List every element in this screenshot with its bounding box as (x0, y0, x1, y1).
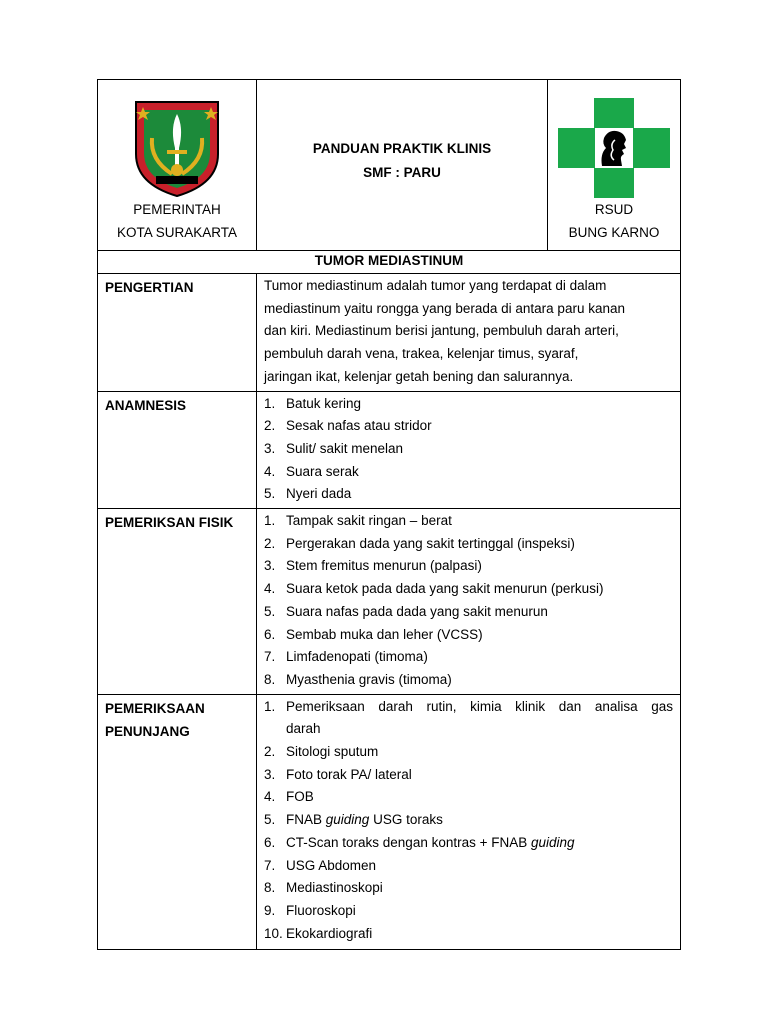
list-item: 10. Ekokardiografi (264, 925, 373, 941)
pengertian-line: dan kiri. Mediastinum berisi jantung, pembuluh darah arteri, (264, 323, 619, 339)
list-item: 3. Stem fremitus menurun (palpasi) (264, 558, 482, 574)
topic-title: TUMOR MEDIASTINUM (98, 251, 681, 274)
list-item: 4. FOB (264, 789, 314, 805)
list-item: 8. Mediastinoskopi (264, 880, 383, 896)
list-item: 1. Pemeriksaan darah rutin, kimia klinik dan analisa gas darah (264, 698, 673, 737)
pemeriksaan-fisik-content (257, 509, 681, 695)
list-item: 5. FNAB guiding USG toraks (264, 812, 443, 828)
list-item: 9. Fluoroskopi (264, 902, 356, 918)
list-item: 5. Suara nafas pada dada yang sakit menurun (264, 603, 548, 619)
right-org-line1: RSUD (594, 202, 634, 217)
guideline-table (97, 79, 681, 950)
pengertian-line: mediastinum yaitu rongga yang berada di antara paru kanan (264, 300, 625, 316)
pengertian-line: pembuluh darah vena, trakea, kelenjar timus, syaraf, (264, 346, 579, 362)
topic-row (98, 251, 681, 274)
pemeriksaan-fisik-label: PEMERIKSAN FISIK (98, 509, 257, 695)
list-item: 1. Batuk kering (264, 395, 362, 411)
list-item: 7. USG Abdomen (264, 857, 377, 873)
pengertian-content (257, 274, 681, 392)
document-title: PANDUAN PRAKTIK KLINIS (312, 141, 492, 156)
anamnesis-row (98, 391, 681, 509)
anamnesis-content (257, 391, 681, 509)
list-item: 3. Sulit/ sakit menelan (264, 440, 404, 456)
header-left-cell (98, 80, 257, 251)
pengertian-line: jaringan ikat, kelenjar getah bening dan salurannya. (264, 368, 574, 384)
clinical-guideline-document (97, 79, 679, 950)
pemeriksaan-penunjang-label: PEMERIKSAAN PENUNJANG (98, 694, 257, 950)
header-title-cell (257, 80, 548, 251)
list-item: 8. Myasthenia gravis (timoma) (264, 671, 452, 687)
pengertian-line: Tumor mediastinum adalah tumor yang terdapat di dalam (264, 278, 607, 293)
list-item: 2. Pergerakan dada yang sakit tertinggal (inspeksi) (264, 535, 575, 551)
pemeriksaan-penunjang-row (98, 694, 681, 950)
document-subtitle: SMF : PARU (363, 165, 441, 180)
city-coat-of-arms-icon (132, 98, 222, 198)
pemeriksaan-penunjang-content (257, 694, 681, 950)
list-item: 2. Sesak nafas atau stridor (264, 418, 432, 434)
anamnesis-label: ANAMNESIS (98, 391, 257, 509)
list-item: 1. Tampak sakit ringan – berat (264, 513, 452, 529)
list-item: 4. Suara ketok pada dada yang sakit menurun (perkusi) (264, 581, 604, 597)
header-right-cell (548, 80, 681, 251)
pengertian-label: PENGERTIAN (98, 274, 257, 392)
pemeriksaan-fisik-row (98, 509, 681, 695)
list-item: 3. Foto torak PA/ lateral (264, 766, 412, 782)
right-org-line2: BUNG KARNO (568, 225, 660, 240)
list-item: 5. Nyeri dada (264, 486, 352, 502)
list-item: 6. Sembab muka dan leher (VCSS) (264, 626, 483, 642)
left-org-line1: PEMERINTAH (133, 202, 221, 217)
pengertian-row (98, 274, 681, 392)
list-item: 2. Sitologi sputum (264, 744, 379, 760)
list-item: 7. Limfadenopati (timoma) (264, 649, 428, 665)
list-item: 6. CT-Scan toraks dengan kontras + FNAB guiding (264, 834, 575, 850)
list-item: 4. Suara serak (264, 463, 359, 479)
header-row (98, 80, 681, 251)
hospital-cross-logo-icon (558, 98, 670, 198)
left-org-line2: KOTA SURAKARTA (116, 225, 238, 240)
